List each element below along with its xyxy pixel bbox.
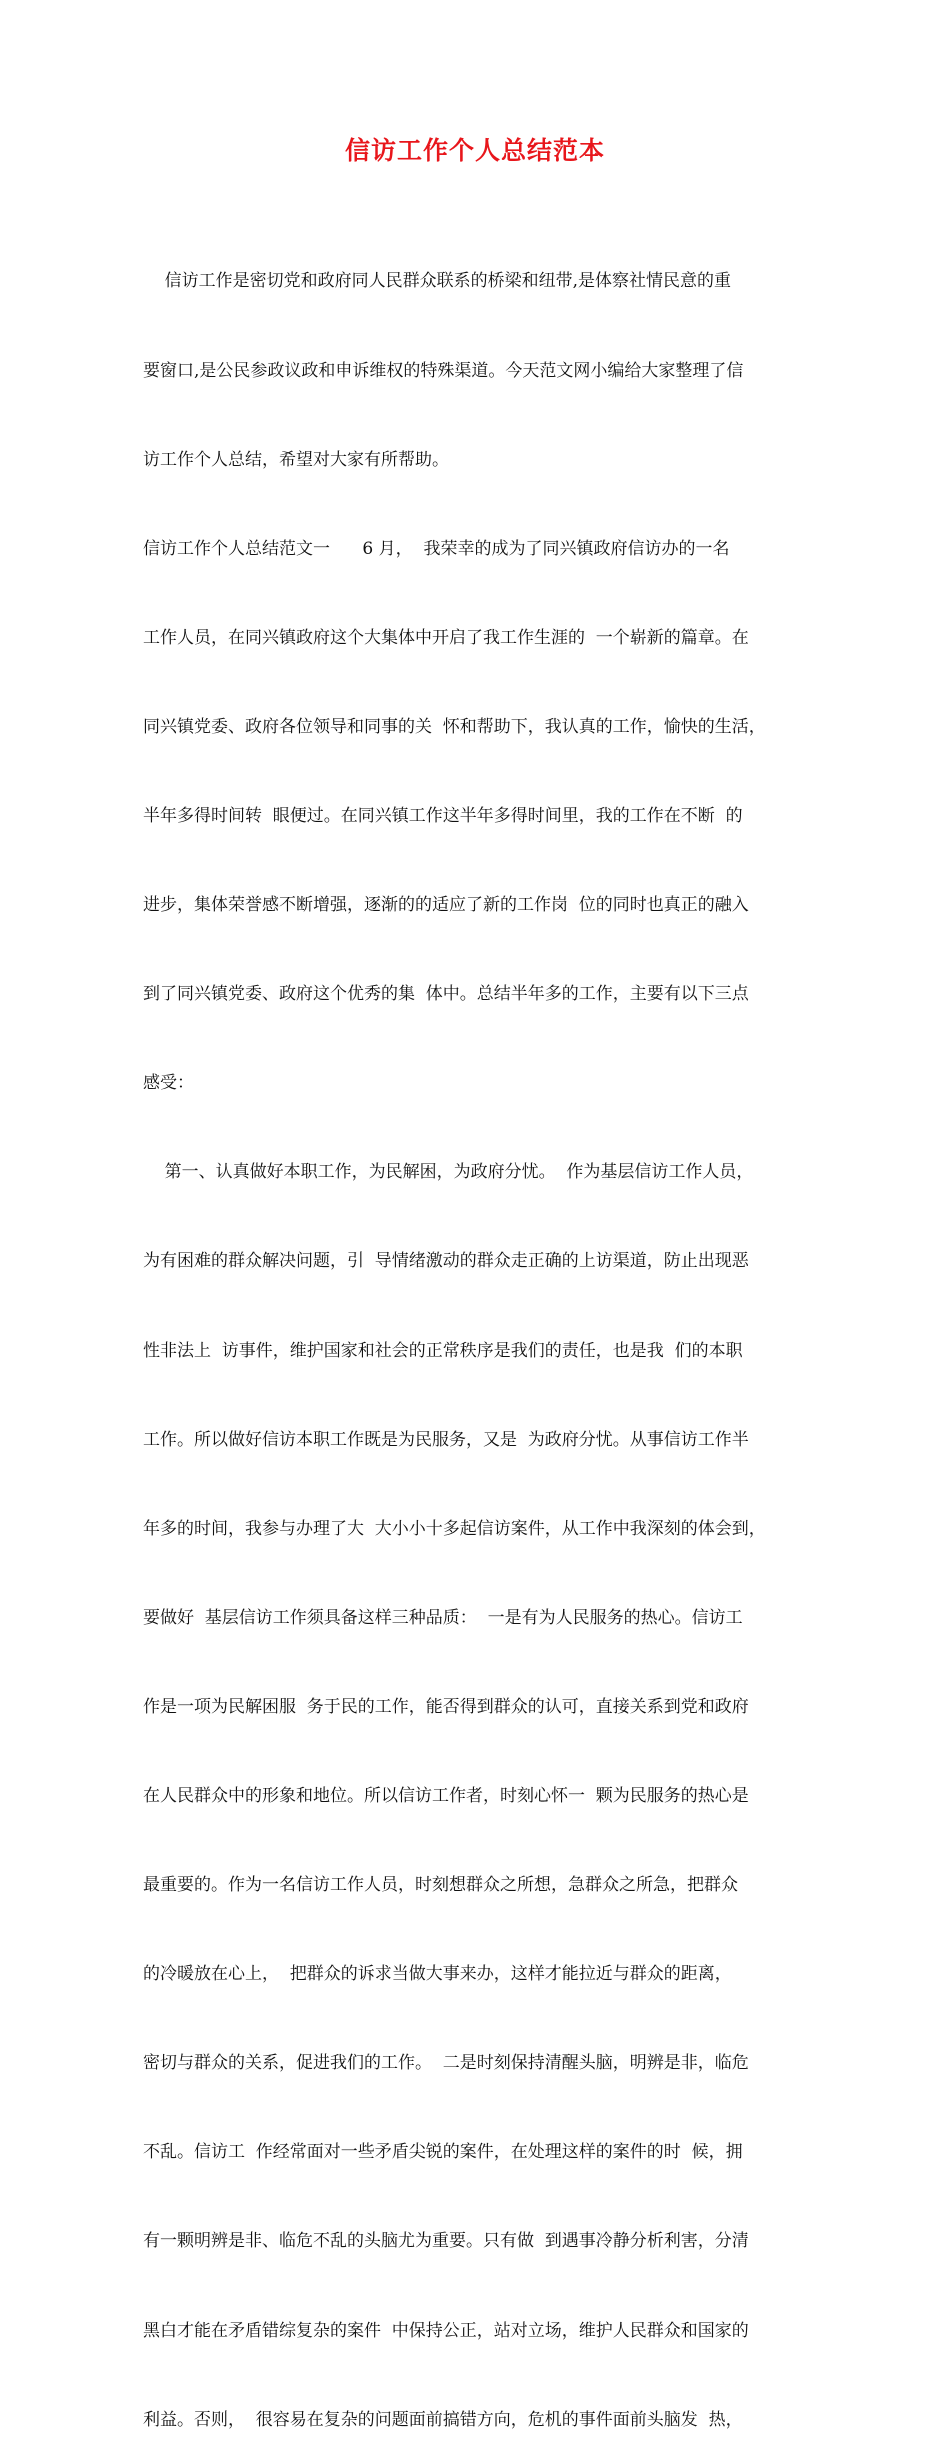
text-line: 感受： [143, 1073, 194, 1094]
text-line: 不乱。信访工 作经常面对一些矛盾尖锐的案件，在处理这样的案件的时 候，拥 [143, 2142, 743, 2163]
text-line: 访工作个人总结，希望对大家有所帮助。 [143, 449, 449, 470]
text-line: 要窗口,是公民参政议政和申诉维权的特殊渠道。今天范文网小编给大家整理了信 [143, 360, 744, 381]
text-line: 工作。所以做好信访本职工作既是为民服务，又是 为政府分忧。从事信访工作半 [143, 1429, 749, 1450]
text-line: 半年多得时间转 眼便过。在同兴镇工作这半年多得时间里，我的工作在不断 的 [143, 805, 743, 826]
text-line: 到了同兴镇党委、政府这个优秀的集 体中。总结半年多的工作，主要有以下三点 [143, 984, 749, 1005]
text-line: 年多的时间，我参与办理了大 大小小十多起信访案件，从工作中我深刻的体会到， [143, 1518, 766, 1539]
text-line: 为有困难的群众解决问题，引 导情绪激动的群众走正确的上访渠道，防止出现恶 [143, 1251, 749, 1272]
text-line: 最重要的。作为一名信访工作人员，时刻想群众之所想，急群众之所急，把群众 [143, 1875, 738, 1896]
document-body [143, 208, 823, 2460]
text-line: 密切与群众的关系，促进我们的工作。 二是时刻保持清醒头脑，明辨是非，临危 [143, 2053, 749, 2074]
text-line: 要做好 基层信访工作须具备这样三种品质： 一是有为人民服务的热心。信访工 [143, 1607, 743, 1628]
text-line: 同兴镇党委、政府各位领导和同事的关 怀和帮助下，我认真的工作，愉快的生活， [143, 716, 766, 737]
text-line: 的冷暖放在心上， 把群众的诉求当做大事来办，这样才能拉近与群众的距离， [143, 1964, 732, 1985]
text-line: 工作人员，在同兴镇政府这个大集体中开启了我工作生涯的 一个崭新的篇章。在 [143, 627, 749, 648]
text-line: 有一颗明辨是非、临危不乱的头脑尤为重要。只有做 到遇事冷静分析利害，分清 [143, 2231, 749, 2252]
text-line: 在人民群众中的形象和地位。所以信访工作者，时刻心怀一 颗为民服务的热心是 [143, 1786, 749, 1806]
text-line: 黑白才能在矛盾错综复杂的案件 中保持公正，站对立场，维护人民群众和国家的 [143, 2320, 749, 2341]
text-line: 信访工作是密切党和政府同人民群众联系的桥梁和纽带,是体察社情民意的重 [143, 271, 732, 292]
text-line: 信访工作个人总结范文一 6 月， 我荣幸的成为了同兴镇政府信访办的一名 [143, 538, 730, 559]
text-line: 利益。否则， 很容易在复杂的问题面前搞错方向，危机的事件面前头脑发 热， [143, 2409, 743, 2430]
text-line: 性非法上 访事件，维护国家和社会的正常秩序是我们的责任，也是我 们的本职 [143, 1340, 743, 1361]
text-line: 第一、认真做好本职工作，为民解困，为政府分忧。 作为基层信访工作人员， [143, 1162, 754, 1183]
document-title: 信访工作个人总结范本 [344, 136, 605, 165]
text-line: 进步，集体荣誉感不断增强，逐渐的的适应了新的工作岗 位的同时也真正的融入 [143, 895, 749, 916]
text-line: 作是一项为民解困服 务于民的工作，能否得到群众的认可，直接关系到党和政府 [143, 1696, 749, 1717]
